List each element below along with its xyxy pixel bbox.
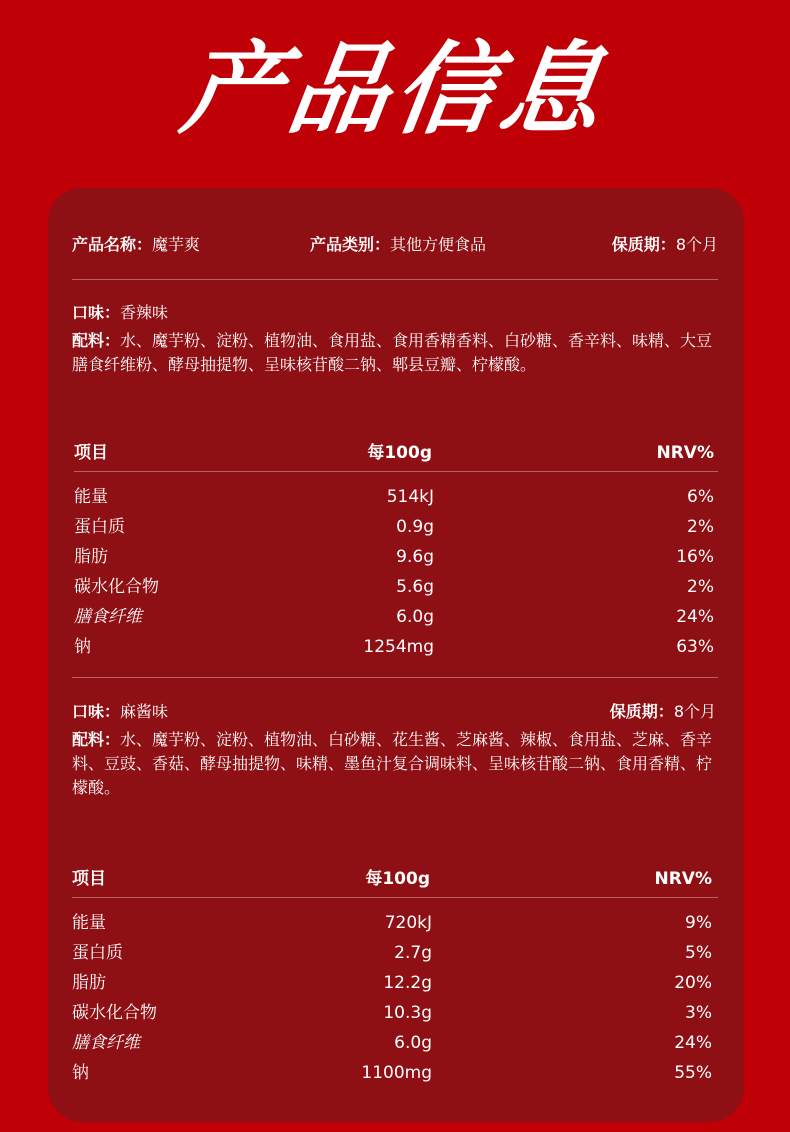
flavor-1-ingredients xyxy=(72,329,722,377)
table-cell: 9.6g xyxy=(396,547,434,567)
product-category-label: 产品类别： xyxy=(310,235,391,254)
table-row: 碳水化合物 xyxy=(72,1003,157,1023)
table-row: 膳食纤维 xyxy=(72,1033,140,1053)
table-row: 蛋白质 xyxy=(72,943,123,963)
table-cell: 6.0g xyxy=(396,607,434,627)
table-row: 膳食纤维 xyxy=(74,607,142,627)
table-cell: 16% xyxy=(676,547,714,567)
table-cell: 0.9g xyxy=(396,517,434,537)
flavor-1-label: 口味： xyxy=(72,303,121,322)
product-category-value: 其他方便食品 xyxy=(390,235,487,254)
flavor-2-label: 口味： xyxy=(72,702,121,721)
shelf-life-label: 保质期： xyxy=(611,235,676,254)
flavor-2-ingredients-label: 配料： xyxy=(72,730,121,749)
flavor-2-shelf-label: 保质期： xyxy=(609,702,674,721)
flavor-2-value: 麻酱味 xyxy=(120,702,169,721)
table-cell: 720kJ xyxy=(384,913,432,933)
table-cell: 5% xyxy=(685,943,712,963)
table-cell: 20% xyxy=(674,973,712,993)
table-row: 蛋白质 xyxy=(74,517,125,537)
table-2-header-per100g: 每100g xyxy=(365,869,430,889)
table-cell: 9% xyxy=(685,913,712,933)
table-cell: 6.0g xyxy=(394,1033,432,1053)
table-cell: 3% xyxy=(685,1003,712,1023)
table-cell: 514kJ xyxy=(386,487,434,507)
table-1-header-nrv: NRV% xyxy=(656,443,714,463)
product-category xyxy=(310,234,486,256)
divider xyxy=(72,279,718,280)
table-cell: 1254mg xyxy=(363,637,434,657)
table-cell: 6% xyxy=(687,487,714,507)
flavor-1-value: 香辣味 xyxy=(120,303,169,322)
table-row: 钠 xyxy=(72,1063,89,1083)
table-row: 能量 xyxy=(72,913,106,933)
shelf-life-value: 8个月 xyxy=(675,235,718,254)
table-row: 碳水化合物 xyxy=(74,577,159,597)
divider xyxy=(72,677,718,678)
table-2-header-divider xyxy=(72,897,718,898)
product-info-card xyxy=(48,188,744,1122)
flavor-2-shelf-life xyxy=(610,701,716,723)
table-cell: 1100mg xyxy=(361,1063,432,1083)
table-cell: 5.6g xyxy=(396,577,434,597)
table-row: 脂肪 xyxy=(74,547,108,567)
flavor-2-shelf-value: 8个月 xyxy=(673,702,716,721)
table-2-header-nrv: NRV% xyxy=(654,869,712,889)
table-cell: 10.3g xyxy=(383,1003,432,1023)
shelf-life xyxy=(612,234,718,256)
flavor-1-ingredients-value: 水、魔芋粉、淀粉、植物油、食用盐、食用香精香料、白砂糖、香辛料、味精、大豆膳食纤维粉、酵母抽提物、呈味核苷酸二钠、郫县豆瓣、柠檬酸。 xyxy=(72,331,713,374)
table-cell: 12.2g xyxy=(383,973,432,993)
table-cell: 2.7g xyxy=(394,943,432,963)
flavor-2-ingredients-value: 水、魔芋粉、淀粉、植物油、白砂糖、花生酱、芝麻酱、辣椒、食用盐、芝麻、香辛料、豆豉、香菇、酵母抽提物、味精、墨鱼汁复合调味料、呈味核苷酸二钠、食用香精、柠檬酸。 xyxy=(72,730,713,797)
flavor-1-ingredients-label: 配料： xyxy=(72,331,121,350)
table-row: 脂肪 xyxy=(72,973,106,993)
table-row: 能量 xyxy=(74,487,108,507)
table-cell: 24% xyxy=(676,607,714,627)
table-cell: 24% xyxy=(674,1033,712,1053)
table-1-header-per100g: 每100g xyxy=(367,443,432,463)
page-title: 产品信息 xyxy=(174,31,616,148)
flavor-2-ingredients xyxy=(72,728,722,800)
table-1-header-item: 项目 xyxy=(74,443,108,463)
table-cell: 55% xyxy=(674,1063,712,1083)
table-cell: 63% xyxy=(676,637,714,657)
table-cell: 2% xyxy=(687,577,714,597)
flavor-2 xyxy=(72,701,168,723)
product-name xyxy=(72,234,200,256)
product-name-label: 产品名称： xyxy=(72,235,153,254)
table-1-header-divider xyxy=(74,471,718,472)
table-cell: 2% xyxy=(687,517,714,537)
table-row: 钠 xyxy=(74,637,91,657)
table-2-header-item: 项目 xyxy=(72,869,106,889)
flavor-1 xyxy=(72,302,168,324)
product-name-value: 魔芋爽 xyxy=(152,235,201,254)
